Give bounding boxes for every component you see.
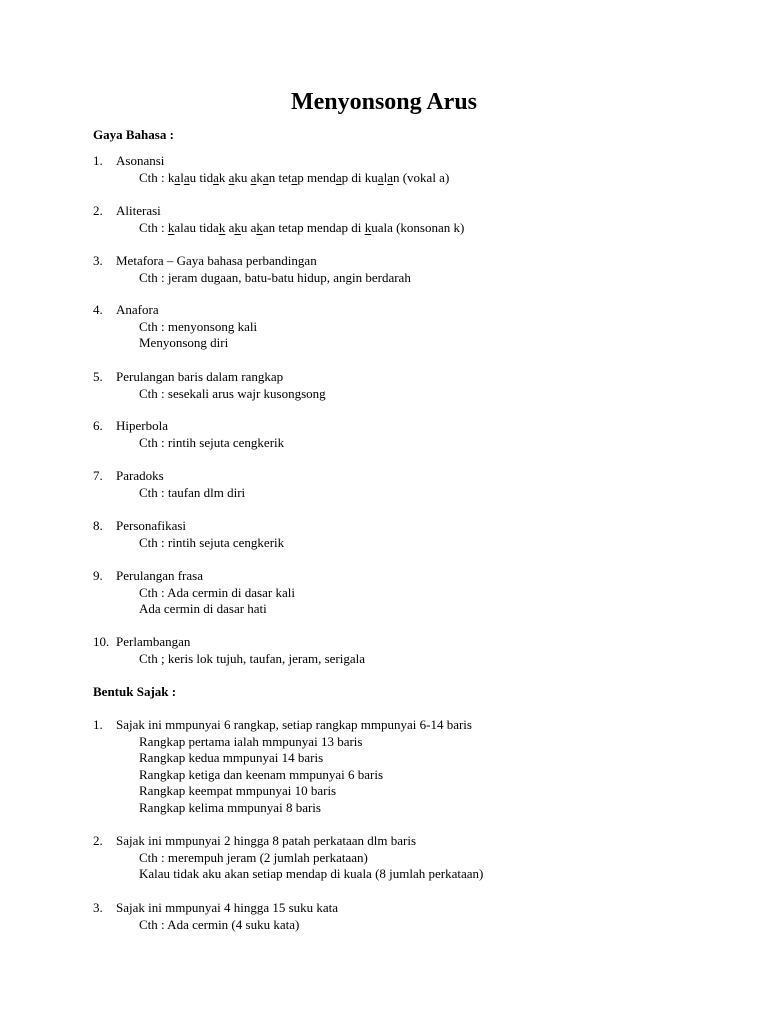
list-item-number: 2. <box>93 833 103 848</box>
list-item-number: 3. <box>93 900 103 915</box>
list-item-number: 1. <box>93 153 103 168</box>
list-item-label: Sajak ini mmpunyai 2 hingga 8 patah perkataan dlm baris <box>116 833 417 848</box>
list-item-label: Metafora – Gaya bahasa perbandingan <box>116 253 317 268</box>
list-item-number: 6. <box>93 418 103 433</box>
example-line: Cth : Ada cermin di dasar kali <box>139 584 295 600</box>
list-item-label: Sajak ini mmpunyai 4 hingga 15 suku kata <box>116 900 339 915</box>
document-title: Menyonsong Arus <box>290 89 478 115</box>
list-item-label: Paradoks <box>116 468 164 483</box>
example-line: Cth : kalau tidak aku akan tetap mendap di kualan (vokal a) <box>139 169 450 185</box>
example-line: Cth ; keris lok tujuh, taufan, jeram, serigala <box>139 650 365 666</box>
list-item-number: 8. <box>93 518 103 533</box>
list-item-label: Aliterasi <box>116 203 161 218</box>
example-line: Rangkap keempat mmpunyai 10 baris <box>139 783 337 799</box>
list-item-label: Sajak ini mmpunyai 6 rangkap, setiap rangkap mmpunyai 6-14 baris <box>116 717 472 732</box>
example-line: Menyonsong diri <box>139 335 229 351</box>
list-item-number: 1. <box>93 717 103 732</box>
example-line: Rangkap ketiga dan keenam mmpunyai 6 baris <box>139 766 384 782</box>
list-item-number: 3. <box>93 253 103 268</box>
list-item-label: Hiperbola <box>116 418 168 433</box>
example-line: Cth : taufan dlm diri <box>139 484 246 500</box>
list-item-label: Perulangan frasa <box>116 568 203 583</box>
list-item-number: 7. <box>93 468 103 483</box>
example-line: Rangkap kelima mmpunyai 8 baris <box>139 800 321 815</box>
example-line: Cth : kalau tidak aku akan tetap mendap di kuala (konsonan k) <box>139 219 465 235</box>
example-line: Ada cermin di dasar hati <box>139 601 267 617</box>
example-line: Cth : menyonsong kali <box>139 318 258 334</box>
list-item-number: 10. <box>93 634 110 649</box>
list-item-number: 5. <box>93 369 103 384</box>
example-line: Rangkap kedua mmpunyai 14 baris <box>139 750 324 766</box>
example-line: Cth : sesekali arus wajr kusongsong <box>139 385 326 401</box>
example-line: Cth : jeram dugaan, batu-batu hidup, angin berdarah <box>139 269 411 285</box>
list-item-number: 2. <box>93 203 103 218</box>
list-item-label: Anafora <box>116 302 159 317</box>
example-line: Cth : Ada cermin (4 suku kata) <box>139 916 300 932</box>
example-line: Cth : rintih sejuta cengkerik <box>139 534 285 550</box>
example-line: Cth : merempuh jeram (2 jumlah perkataan) <box>139 849 368 865</box>
list-item-label: Asonansi <box>116 153 165 168</box>
example-line: Rangkap pertama ialah mmpunyai 13 baris <box>139 733 363 749</box>
list-item-label: Perulangan baris dalam rangkap <box>116 369 284 384</box>
example-line: Kalau tidak aku akan setiap mendap di kuala (8 jumlah perkataan) <box>139 866 484 882</box>
list-item-number: 4. <box>93 302 103 317</box>
bentuk-sajak-heading: Bentuk Sajak : <box>93 684 177 699</box>
list-item-number: 9. <box>93 568 103 583</box>
list-item-label: Personafikasi <box>116 518 187 533</box>
gaya-bahasa-heading: Gaya Bahasa : <box>93 127 174 142</box>
list-item-label: Perlambangan <box>116 634 191 649</box>
example-line: Cth : rintih sejuta cengkerik <box>139 434 285 450</box>
